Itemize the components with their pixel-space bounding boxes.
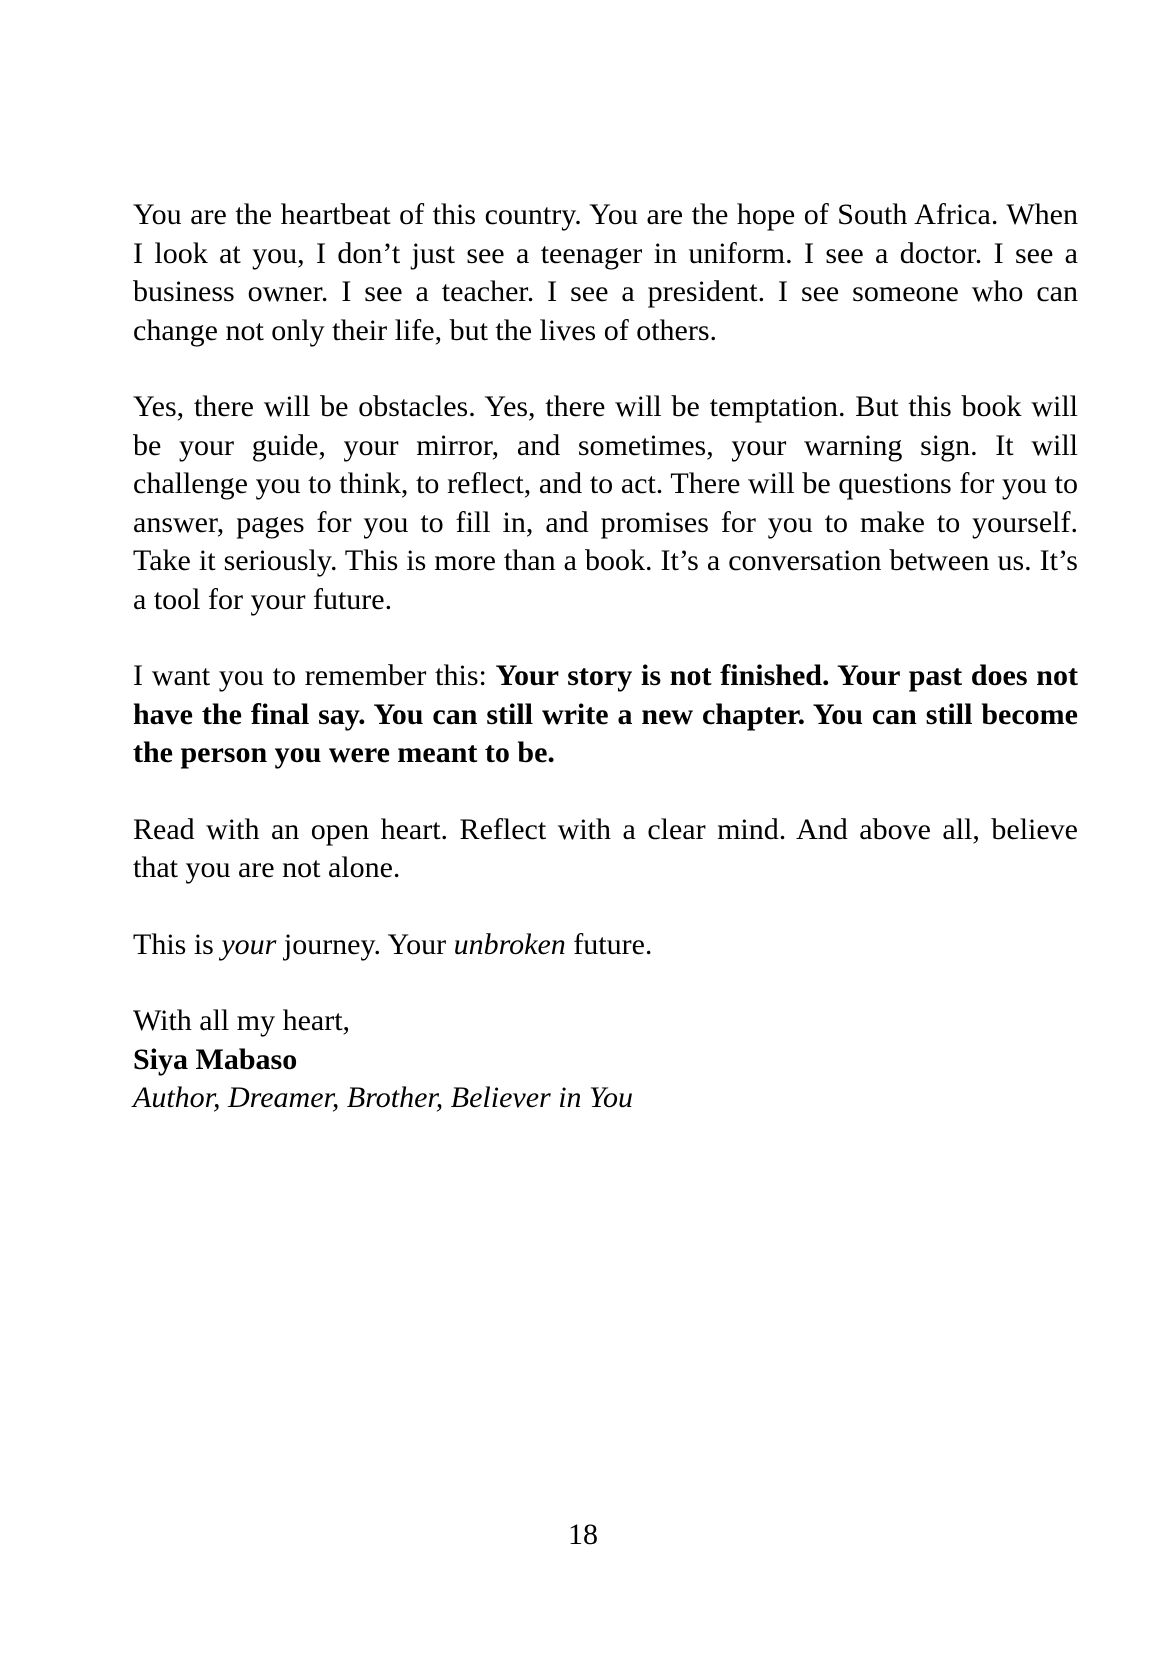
remember-bold-statement: Your story is not finished. Your past does not have the final say. You can still write a new chapter. You can still become the person you were meant to be.	[133, 659, 1078, 769]
signature-closing: With all my heart,	[133, 1004, 351, 1037]
signature-block	[133, 1002, 1078, 1118]
paragraph-your-journey	[133, 926, 1078, 965]
letter-body	[133, 196, 1078, 1156]
paragraph-heartbeat: You are the heartbeat of this country. You are the hope of South Africa. When I look at you, I don’t just see a teenager in uniform. I see a doctor. I see a business owner. I see a teacher. I see a president. I see someone who can change not only their life, but the lives of others.	[133, 198, 1078, 347]
journey-text-2: journey. Your	[276, 927, 454, 961]
paragraph-remember	[133, 657, 1078, 773]
signature-name: Siya Mabaso	[133, 1042, 298, 1076]
journey-text-1: This is	[133, 927, 222, 961]
journey-text-3: future.	[565, 927, 653, 961]
journey-emphasis-unbroken: unbroken	[453, 927, 566, 961]
journey-emphasis-your: your	[221, 927, 277, 961]
paragraph-read-with-open-heart: Read with an open heart. Reflect with a clear mind. And above all, believe that you are not alone.	[133, 812, 1078, 884]
remember-intro: I want you to remember this:	[133, 659, 496, 692]
paragraph-obstacles: Yes, there will be obstacles. Yes, there will be temptation. But this book will be your guide, your mirror, and sometimes, your warning sign. It will challenge you to think, to reflect, and to act. There will be questions for you to answer, pages for you to fill in, and promises for you to make to yourself. Take it seriously. This is more than a book. It’s a conversation between us. It’s a tool for your future.	[133, 390, 1078, 616]
signature-title: Author, Dreamer, Brother, Believer in You	[133, 1081, 633, 1114]
page-number: 18	[568, 1518, 598, 1551]
